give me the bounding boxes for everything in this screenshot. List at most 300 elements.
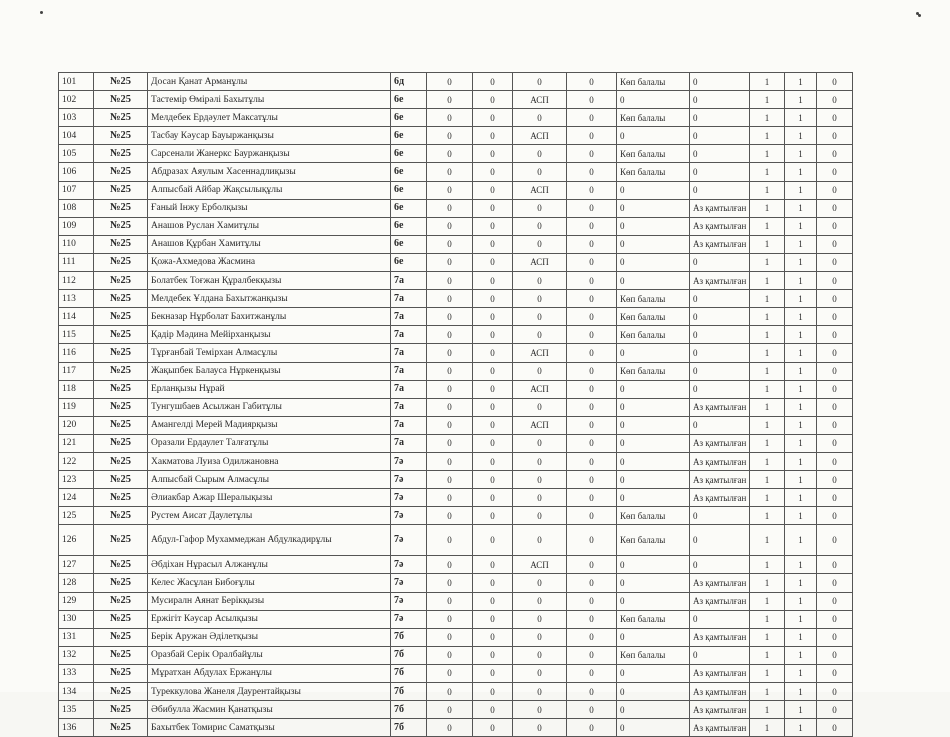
row-number: 114 bbox=[59, 308, 94, 326]
value-cell: 1 bbox=[750, 109, 785, 127]
row-number: 113 bbox=[59, 290, 94, 308]
category-cell: Аз қамтылған bbox=[690, 719, 750, 737]
category-cell: Көп балалы bbox=[617, 362, 690, 380]
row-number: 136 bbox=[59, 719, 94, 737]
value-cell: 0 bbox=[473, 308, 513, 326]
table-row bbox=[59, 416, 853, 434]
school-cell: №25 bbox=[94, 145, 148, 163]
category-cell: 0 bbox=[690, 91, 750, 109]
school-cell: №25 bbox=[94, 664, 148, 682]
school-cell: №25 bbox=[94, 610, 148, 628]
value-cell: 0 bbox=[817, 326, 853, 344]
category-cell: 0 bbox=[617, 489, 690, 507]
value-cell: 0 bbox=[817, 701, 853, 719]
value-cell: 0 bbox=[513, 574, 567, 592]
value-cell: 0 bbox=[567, 199, 617, 217]
value-cell: 0 bbox=[427, 507, 473, 525]
value-cell: 1 bbox=[785, 719, 817, 737]
class-cell: 7а bbox=[391, 344, 427, 362]
category-cell: Көп балалы bbox=[617, 73, 690, 91]
value-cell: 0 bbox=[567, 471, 617, 489]
value-cell: 0 bbox=[427, 416, 473, 434]
value-cell: 0 bbox=[473, 434, 513, 452]
value-cell: 0 bbox=[567, 525, 617, 556]
class-cell: 7б bbox=[391, 701, 427, 719]
student-name: Анашов Руслан Хамитұлы bbox=[148, 217, 391, 235]
value-cell: 0 bbox=[513, 73, 567, 91]
value-cell: 1 bbox=[750, 525, 785, 556]
value-cell: 0 bbox=[513, 507, 567, 525]
student-name: Ғаный Інжу Ерболқызы bbox=[148, 199, 391, 217]
value-cell: 0 bbox=[473, 380, 513, 398]
table-row bbox=[59, 507, 853, 525]
category-cell: 0 bbox=[617, 235, 690, 253]
value-cell: 0 bbox=[567, 592, 617, 610]
category-cell: 0 bbox=[690, 308, 750, 326]
class-cell: 6е bbox=[391, 145, 427, 163]
value-cell: 0 bbox=[567, 127, 617, 145]
value-cell: 0 bbox=[473, 574, 513, 592]
value-cell: 1 bbox=[785, 290, 817, 308]
value-cell: 0 bbox=[427, 109, 473, 127]
table-row bbox=[59, 272, 853, 290]
student-name: Абдул-Гафор Мухаммеджан Абдулкадирұлы bbox=[148, 525, 391, 556]
row-number: 105 bbox=[59, 145, 94, 163]
speck-mark bbox=[40, 11, 43, 14]
value-cell: 0 bbox=[567, 628, 617, 646]
value-cell: 0 bbox=[567, 235, 617, 253]
student-table bbox=[58, 72, 853, 737]
student-name: Болатбек Тоғжан Құралбекқызы bbox=[148, 272, 391, 290]
value-cell: 0 bbox=[473, 471, 513, 489]
category-cell: 0 bbox=[617, 398, 690, 416]
school-cell: №25 bbox=[94, 452, 148, 470]
value-cell: 1 bbox=[750, 701, 785, 719]
value-cell: 1 bbox=[785, 610, 817, 628]
value-cell: 0 bbox=[473, 701, 513, 719]
category-cell: 0 bbox=[690, 73, 750, 91]
student-name: Қадір Мәдина Мейірханқызы bbox=[148, 326, 391, 344]
value-cell: 0 bbox=[427, 145, 473, 163]
value-cell: 1 bbox=[750, 507, 785, 525]
value-cell: 0 bbox=[817, 199, 853, 217]
value-cell: 0 bbox=[567, 344, 617, 362]
value-cell: 0 bbox=[473, 664, 513, 682]
value-cell: 0 bbox=[473, 525, 513, 556]
class-cell: 7а bbox=[391, 308, 427, 326]
category-cell: Көп балалы bbox=[617, 507, 690, 525]
value-cell: 0 bbox=[817, 434, 853, 452]
value-cell: АСП bbox=[513, 416, 567, 434]
student-name: Анашов Құрбан Хамитұлы bbox=[148, 235, 391, 253]
class-cell: 7б bbox=[391, 628, 427, 646]
value-cell: 0 bbox=[473, 592, 513, 610]
category-cell: 0 bbox=[690, 253, 750, 271]
value-cell: 0 bbox=[567, 489, 617, 507]
table-row bbox=[59, 719, 853, 737]
value-cell: 1 bbox=[785, 556, 817, 574]
row-number: 135 bbox=[59, 701, 94, 719]
class-cell: 7а bbox=[391, 290, 427, 308]
row-number: 122 bbox=[59, 452, 94, 470]
category-cell: Көп балалы bbox=[617, 109, 690, 127]
value-cell: 0 bbox=[513, 701, 567, 719]
class-cell: 7а bbox=[391, 326, 427, 344]
value-cell: АСП bbox=[513, 127, 567, 145]
value-cell: 0 bbox=[473, 398, 513, 416]
category-cell: Аз қамтылған bbox=[690, 199, 750, 217]
value-cell: 0 bbox=[513, 290, 567, 308]
student-name: Қожа-Ахмедова Жасмина bbox=[148, 253, 391, 271]
school-cell: №25 bbox=[94, 199, 148, 217]
value-cell: 0 bbox=[473, 127, 513, 145]
category-cell: Көп балалы bbox=[617, 308, 690, 326]
school-cell: №25 bbox=[94, 628, 148, 646]
category-cell: Көп балалы bbox=[617, 326, 690, 344]
student-name: Берік Аружан Әділетқызы bbox=[148, 628, 391, 646]
value-cell: 0 bbox=[513, 326, 567, 344]
school-cell: №25 bbox=[94, 272, 148, 290]
value-cell: 1 bbox=[750, 163, 785, 181]
value-cell: 1 bbox=[785, 701, 817, 719]
value-cell: 0 bbox=[427, 73, 473, 91]
value-cell: 0 bbox=[427, 253, 473, 271]
value-cell: 0 bbox=[513, 362, 567, 380]
value-cell: 0 bbox=[473, 290, 513, 308]
value-cell: 0 bbox=[513, 664, 567, 682]
value-cell: 0 bbox=[567, 217, 617, 235]
school-cell: №25 bbox=[94, 416, 148, 434]
category-cell: Аз қамтылған bbox=[690, 272, 750, 290]
row-number: 115 bbox=[59, 326, 94, 344]
value-cell: 1 bbox=[750, 683, 785, 701]
value-cell: 0 bbox=[513, 109, 567, 127]
row-number: 101 bbox=[59, 73, 94, 91]
value-cell: 0 bbox=[817, 489, 853, 507]
value-cell: 0 bbox=[427, 181, 473, 199]
value-cell: 0 bbox=[427, 290, 473, 308]
school-cell: №25 bbox=[94, 127, 148, 145]
value-cell: 0 bbox=[427, 308, 473, 326]
value-cell: АСП bbox=[513, 181, 567, 199]
value-cell: 1 bbox=[785, 127, 817, 145]
value-cell: 0 bbox=[817, 235, 853, 253]
speck-mark bbox=[918, 14, 921, 17]
value-cell: 0 bbox=[817, 556, 853, 574]
school-cell: №25 bbox=[94, 91, 148, 109]
value-cell: 0 bbox=[817, 683, 853, 701]
category-cell: 0 bbox=[617, 556, 690, 574]
value-cell: 1 bbox=[750, 380, 785, 398]
category-cell: Аз қамтылған bbox=[690, 574, 750, 592]
class-cell: 6е bbox=[391, 91, 427, 109]
value-cell: 0 bbox=[473, 646, 513, 664]
student-name: Досан Қанат Арманұлы bbox=[148, 73, 391, 91]
value-cell: 0 bbox=[567, 73, 617, 91]
table-row bbox=[59, 398, 853, 416]
value-cell: 0 bbox=[473, 719, 513, 737]
category-cell: Аз қамтылған bbox=[690, 489, 750, 507]
value-cell: 1 bbox=[750, 489, 785, 507]
category-cell: 0 bbox=[617, 91, 690, 109]
class-cell: 7а bbox=[391, 434, 427, 452]
category-cell: Көп балалы bbox=[617, 646, 690, 664]
school-cell: №25 bbox=[94, 646, 148, 664]
value-cell: 1 bbox=[785, 398, 817, 416]
category-cell: 0 bbox=[617, 701, 690, 719]
value-cell: 0 bbox=[427, 628, 473, 646]
class-cell: 6е bbox=[391, 199, 427, 217]
value-cell: 0 bbox=[513, 489, 567, 507]
student-name: Мелдебек Ұлдана Бахытжанқызы bbox=[148, 290, 391, 308]
class-cell: 7ә bbox=[391, 556, 427, 574]
value-cell: 1 bbox=[750, 628, 785, 646]
category-cell: 0 bbox=[617, 434, 690, 452]
value-cell: 0 bbox=[427, 610, 473, 628]
school-cell: №25 bbox=[94, 253, 148, 271]
value-cell: 0 bbox=[567, 683, 617, 701]
value-cell: 1 bbox=[785, 326, 817, 344]
value-cell: 1 bbox=[750, 719, 785, 737]
value-cell: 0 bbox=[817, 525, 853, 556]
table-row bbox=[59, 73, 853, 91]
value-cell: 0 bbox=[567, 163, 617, 181]
value-cell: 0 bbox=[513, 272, 567, 290]
category-cell: 0 bbox=[617, 592, 690, 610]
category-cell: Аз қамтылған bbox=[690, 664, 750, 682]
school-cell: №25 bbox=[94, 362, 148, 380]
value-cell: 0 bbox=[817, 145, 853, 163]
category-cell: 0 bbox=[617, 416, 690, 434]
student-name: Жақыпбек Балауса Нұркенқызы bbox=[148, 362, 391, 380]
school-cell: №25 bbox=[94, 471, 148, 489]
value-cell: 0 bbox=[567, 145, 617, 163]
value-cell: 1 bbox=[785, 145, 817, 163]
value-cell: 1 bbox=[750, 145, 785, 163]
value-cell: 0 bbox=[817, 380, 853, 398]
value-cell: 1 bbox=[750, 308, 785, 326]
value-cell: 1 bbox=[785, 489, 817, 507]
row-number: 118 bbox=[59, 380, 94, 398]
school-cell: №25 bbox=[94, 683, 148, 701]
value-cell: 1 bbox=[750, 91, 785, 109]
student-name: Бахытбек Томирис Саматқызы bbox=[148, 719, 391, 737]
school-cell: №25 bbox=[94, 217, 148, 235]
value-cell: 1 bbox=[750, 290, 785, 308]
value-cell: 0 bbox=[817, 398, 853, 416]
school-cell: №25 bbox=[94, 574, 148, 592]
category-cell: 0 bbox=[690, 525, 750, 556]
value-cell: 1 bbox=[750, 452, 785, 470]
value-cell: 1 bbox=[785, 525, 817, 556]
value-cell: 1 bbox=[750, 416, 785, 434]
value-cell: 0 bbox=[427, 489, 473, 507]
category-cell: 0 bbox=[617, 181, 690, 199]
category-cell: 0 bbox=[690, 109, 750, 127]
row-number: 120 bbox=[59, 416, 94, 434]
row-number: 129 bbox=[59, 592, 94, 610]
student-name: Әлиакбар Ажар Шералықызы bbox=[148, 489, 391, 507]
category-cell: 0 bbox=[617, 664, 690, 682]
row-number: 134 bbox=[59, 683, 94, 701]
value-cell: 0 bbox=[513, 308, 567, 326]
row-number: 119 bbox=[59, 398, 94, 416]
row-number: 130 bbox=[59, 610, 94, 628]
value-cell: 0 bbox=[567, 181, 617, 199]
table-row bbox=[59, 181, 853, 199]
value-cell: 0 bbox=[473, 610, 513, 628]
value-cell: 0 bbox=[567, 701, 617, 719]
category-cell: 0 bbox=[617, 628, 690, 646]
row-number: 125 bbox=[59, 507, 94, 525]
value-cell: 1 bbox=[750, 127, 785, 145]
school-cell: №25 bbox=[94, 701, 148, 719]
class-cell: 7ә bbox=[391, 525, 427, 556]
value-cell: 0 bbox=[567, 109, 617, 127]
value-cell: 0 bbox=[427, 199, 473, 217]
class-cell: 7ә bbox=[391, 610, 427, 628]
value-cell: АСП bbox=[513, 253, 567, 271]
table-row bbox=[59, 452, 853, 470]
student-name: Абдразах Аяулым Хасеннадлиқызы bbox=[148, 163, 391, 181]
value-cell: 0 bbox=[513, 217, 567, 235]
school-cell: №25 bbox=[94, 344, 148, 362]
value-cell: 1 bbox=[750, 73, 785, 91]
value-cell: 0 bbox=[817, 253, 853, 271]
row-number: 109 bbox=[59, 217, 94, 235]
value-cell: 0 bbox=[567, 380, 617, 398]
category-cell: Аз қамтылған bbox=[690, 471, 750, 489]
class-cell: 6е bbox=[391, 127, 427, 145]
student-name: Мелдебек Ердәулет Максатұлы bbox=[148, 109, 391, 127]
category-cell: 0 bbox=[690, 610, 750, 628]
value-cell: 0 bbox=[567, 574, 617, 592]
category-cell: 0 bbox=[617, 719, 690, 737]
value-cell: 0 bbox=[817, 628, 853, 646]
value-cell: 0 bbox=[567, 719, 617, 737]
row-number: 128 bbox=[59, 574, 94, 592]
student-name: Мұратхан Абдулах Ержанұлы bbox=[148, 664, 391, 682]
category-cell: 0 bbox=[617, 272, 690, 290]
value-cell: 0 bbox=[817, 507, 853, 525]
value-cell: 0 bbox=[473, 91, 513, 109]
value-cell: 0 bbox=[473, 416, 513, 434]
value-cell: 1 bbox=[785, 362, 817, 380]
table-row bbox=[59, 199, 853, 217]
value-cell: 1 bbox=[750, 272, 785, 290]
student-name: Мусиралн Аянат Берікқызы bbox=[148, 592, 391, 610]
value-cell: 0 bbox=[473, 683, 513, 701]
value-cell: 1 bbox=[750, 253, 785, 271]
value-cell: 0 bbox=[567, 290, 617, 308]
value-cell: 0 bbox=[513, 628, 567, 646]
category-cell: 0 bbox=[690, 362, 750, 380]
table-row bbox=[59, 91, 853, 109]
value-cell: 0 bbox=[427, 592, 473, 610]
value-cell: 0 bbox=[427, 398, 473, 416]
value-cell: 0 bbox=[817, 272, 853, 290]
value-cell: 0 bbox=[817, 91, 853, 109]
value-cell: 0 bbox=[473, 181, 513, 199]
table-row bbox=[59, 556, 853, 574]
value-cell: 0 bbox=[567, 646, 617, 664]
value-cell: 0 bbox=[567, 362, 617, 380]
value-cell: 1 bbox=[785, 646, 817, 664]
value-cell: 0 bbox=[513, 592, 567, 610]
value-cell: 0 bbox=[817, 362, 853, 380]
value-cell: 1 bbox=[785, 664, 817, 682]
value-cell: 1 bbox=[750, 398, 785, 416]
student-name: Алпысбай Айбар Жақсылықұлы bbox=[148, 181, 391, 199]
value-cell: 0 bbox=[817, 719, 853, 737]
school-cell: №25 bbox=[94, 380, 148, 398]
student-name: Тасбау Кәусар Бауыржанқызы bbox=[148, 127, 391, 145]
value-cell: 1 bbox=[785, 507, 817, 525]
student-name: Әбибулла Жасмин Қанатқызы bbox=[148, 701, 391, 719]
value-cell: 0 bbox=[567, 398, 617, 416]
value-cell: 0 bbox=[567, 664, 617, 682]
value-cell: 1 bbox=[785, 434, 817, 452]
value-cell: 1 bbox=[785, 199, 817, 217]
row-number: 104 bbox=[59, 127, 94, 145]
value-cell: 1 bbox=[785, 217, 817, 235]
value-cell: 0 bbox=[513, 145, 567, 163]
value-cell: 1 bbox=[785, 163, 817, 181]
category-cell: 0 bbox=[690, 127, 750, 145]
value-cell: АСП bbox=[513, 344, 567, 362]
category-cell: 0 bbox=[690, 344, 750, 362]
value-cell: АСП bbox=[513, 556, 567, 574]
row-number: 116 bbox=[59, 344, 94, 362]
category-cell: 0 bbox=[617, 574, 690, 592]
table-row bbox=[59, 362, 853, 380]
value-cell: 0 bbox=[473, 253, 513, 271]
value-cell: 0 bbox=[427, 380, 473, 398]
table-body bbox=[59, 73, 853, 737]
value-cell: 1 bbox=[750, 574, 785, 592]
school-cell: №25 bbox=[94, 308, 148, 326]
row-number: 112 bbox=[59, 272, 94, 290]
school-cell: №25 bbox=[94, 235, 148, 253]
value-cell: 0 bbox=[427, 326, 473, 344]
class-cell: 6е bbox=[391, 217, 427, 235]
student-name: Ерланқызы Нұрай bbox=[148, 380, 391, 398]
value-cell: 0 bbox=[473, 109, 513, 127]
value-cell: 1 bbox=[785, 109, 817, 127]
value-cell: 1 bbox=[785, 253, 817, 271]
student-name: Алпысбай Сырым Алмасұлы bbox=[148, 471, 391, 489]
value-cell: 0 bbox=[567, 253, 617, 271]
school-cell: №25 bbox=[94, 719, 148, 737]
table-row bbox=[59, 628, 853, 646]
table-row bbox=[59, 592, 853, 610]
value-cell: 0 bbox=[427, 217, 473, 235]
value-cell: 1 bbox=[750, 344, 785, 362]
category-cell: 0 bbox=[690, 507, 750, 525]
category-cell: Аз қамтылған bbox=[690, 398, 750, 416]
class-cell: 7ә bbox=[391, 471, 427, 489]
value-cell: 0 bbox=[473, 362, 513, 380]
category-cell: 0 bbox=[617, 380, 690, 398]
row-number: 123 bbox=[59, 471, 94, 489]
value-cell: 0 bbox=[427, 272, 473, 290]
value-cell: 0 bbox=[817, 127, 853, 145]
class-cell: 6д bbox=[391, 73, 427, 91]
table-row bbox=[59, 664, 853, 682]
value-cell: 0 bbox=[567, 610, 617, 628]
class-cell: 7ә bbox=[391, 489, 427, 507]
value-cell: АСП bbox=[513, 91, 567, 109]
